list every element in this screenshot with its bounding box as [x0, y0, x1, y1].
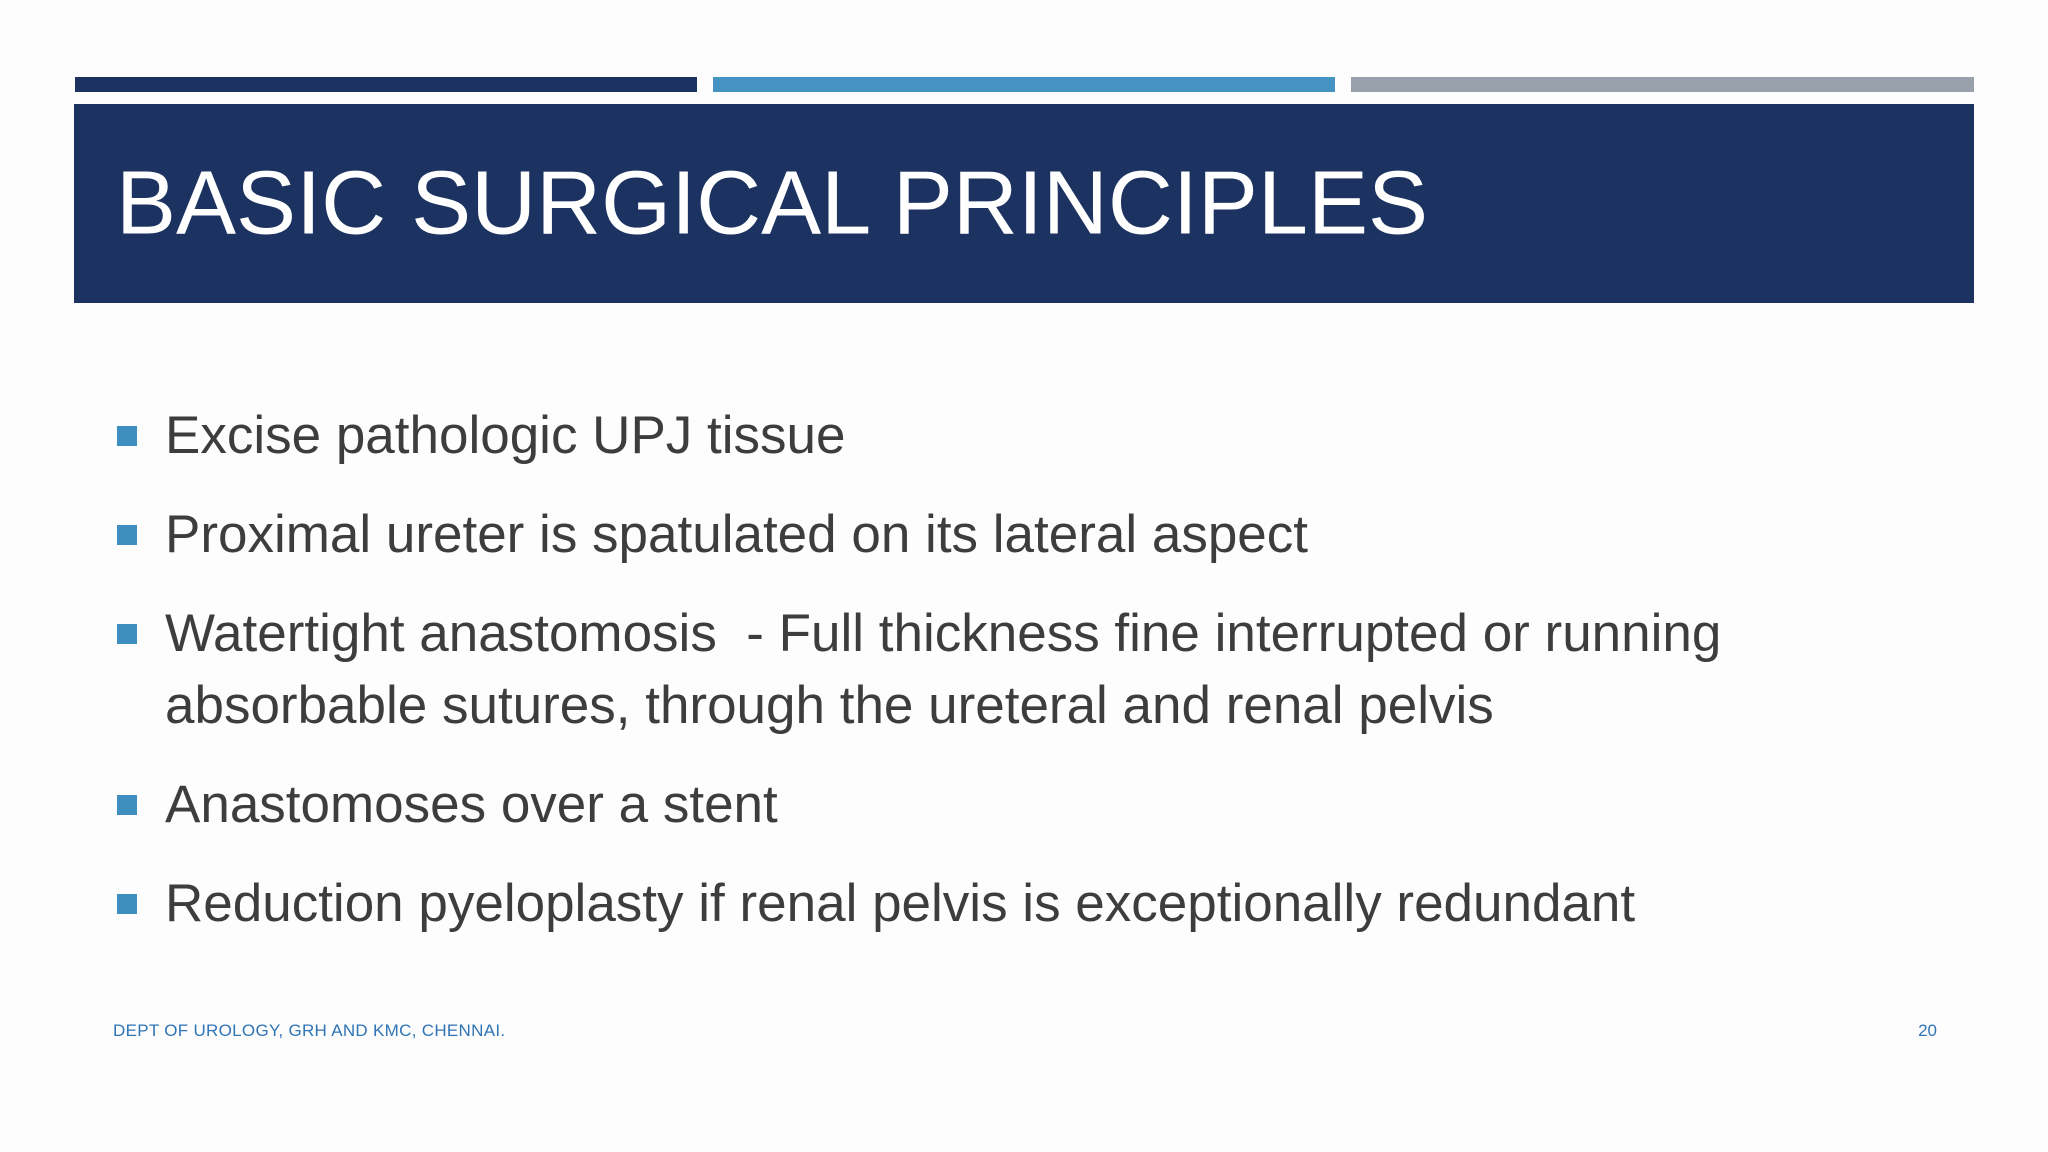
bullet-text: Proximal ureter is spatulated on its lateral aspect: [165, 505, 1308, 564]
bullet-text: Anastomoses over a stent: [165, 775, 778, 834]
square-bullet-icon: [117, 525, 137, 545]
bullet-item: [117, 868, 1897, 940]
square-bullet-icon: [117, 795, 137, 815]
slide-footer: DEPT OF UROLOGY, GRH AND KMC, CHENNAI.: [113, 1021, 506, 1040]
bullet-text: Excise pathologic UPJ tissue: [165, 406, 846, 465]
title-band: [74, 104, 1974, 303]
page-number: 20: [1918, 1021, 1937, 1040]
bullet-text: Reduction pyeloplasty if renal pelvis is exceptionally redundant: [165, 874, 1636, 933]
slide-title: BASIC SURGICAL PRINCIPLES: [116, 153, 1429, 253]
bullet-item: [117, 598, 1897, 742]
square-bullet-icon: [117, 894, 137, 914]
bullet-item: [117, 499, 1897, 571]
accent-bar-navy: [75, 77, 697, 92]
accent-bar-blue: [713, 77, 1335, 92]
accent-bar-gray: [1351, 77, 1974, 92]
bullet-item: [117, 769, 1897, 841]
square-bullet-icon: [117, 426, 137, 446]
bullet-text: Watertight anastomosis - Full thickness fine interrupted or running absorbable sutures, through the ureteral and renal pelvis: [165, 604, 1737, 735]
content-area: [117, 400, 1897, 967]
bullet-list: [117, 400, 1897, 940]
bullet-item: [117, 400, 1897, 472]
square-bullet-icon: [117, 624, 137, 644]
